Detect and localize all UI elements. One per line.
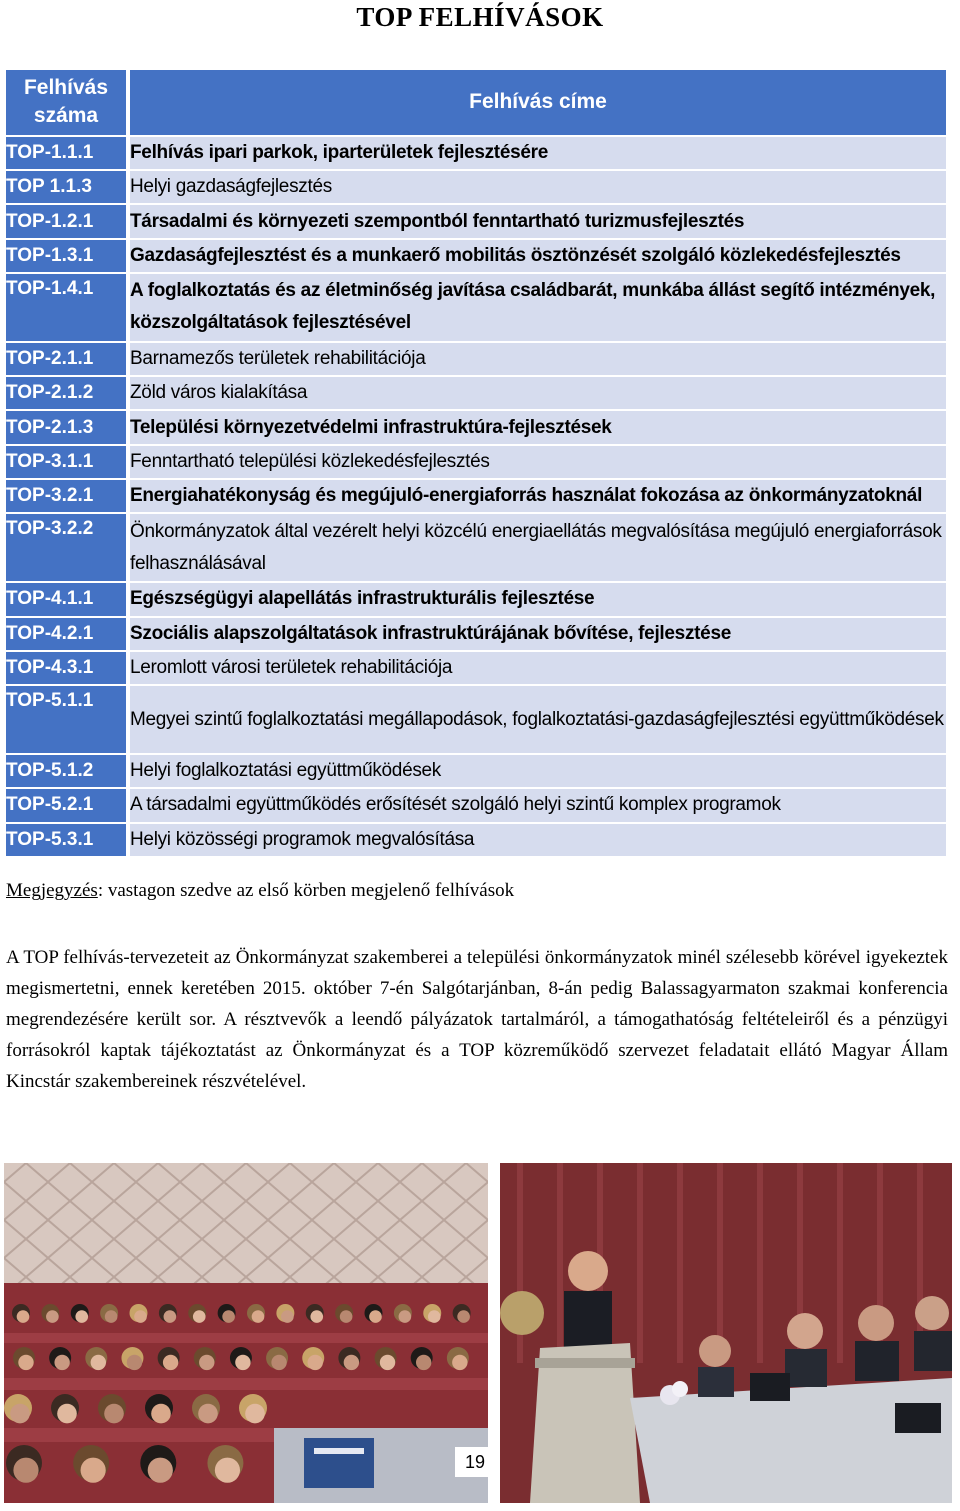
audience-face [340, 1310, 353, 1323]
audience-face [235, 1355, 250, 1370]
call-code: TOP-5.2.1 [6, 789, 126, 821]
call-title: A foglalkoztatás és az életminőség javítása családbarát, munkába állást segítő intézmények, közszolgáltatások fejlesztésével [130, 274, 946, 341]
call-title: Helyi közösségi programok megvalósítása [130, 824, 946, 856]
table-row [6, 343, 946, 375]
audience-face [222, 1310, 235, 1323]
audience-face [13, 1458, 38, 1483]
audience-face [399, 1310, 412, 1323]
audience-face [457, 1310, 470, 1323]
call-code: TOP-1.4.1 [6, 274, 126, 341]
header-call-title: Felhívás címe [130, 70, 946, 135]
table-row [6, 480, 946, 512]
table-row [6, 205, 946, 237]
audience-face [308, 1355, 323, 1370]
audience-face [271, 1355, 286, 1370]
table-row [6, 514, 946, 581]
audience-face [193, 1310, 206, 1323]
call-title: Fenntartható települési közlekedésfejlesztés [130, 446, 946, 478]
call-code: TOP-5.1.1 [6, 686, 126, 753]
call-title: Gazdaságfejlesztést és a munkaerő mobilitás ösztönzését szolgáló közlekedésfejlesztés [130, 240, 946, 272]
table-row [6, 446, 946, 478]
audience-face [164, 1310, 177, 1323]
call-code: TOP-1.2.1 [6, 205, 126, 237]
call-title: A társadalmi együttműködés erősítését szolgáló helyi szintű komplex programok [130, 789, 946, 821]
note [6, 880, 514, 902]
audience-face [428, 1310, 441, 1323]
conference-audience-photo [4, 1163, 488, 1503]
body-paragraph: A TOP felhívás-tervezeteit az Önkormányzat szakemberei a települési önkormányzatok minél szélesebb körével igyekeztek megismertetni, ennek keretében 2015. október 7-én Salgótarjánban, 8-án pedig Balassagyarmaton szakmai konferencia megrendezésére került sor. A résztvevők a leendő pályázatok tartalmáról, a támogathatóság feltételeiről és a pénzügyi forrásokról kaptak tájékoztatást az Önkormányzat és a TOP közreműködő szervezet feladatait ellátó Magyar Állam Kincstár szakembereinek részvételével. [6, 947, 948, 1092]
calls-table [6, 68, 946, 858]
audience-face [105, 1310, 118, 1323]
audience-face [199, 1355, 214, 1370]
page-number: 19 [455, 1447, 495, 1477]
page-title: TOP FELHÍVÁSOK [356, 2, 604, 32]
call-code: TOP-4.2.1 [6, 618, 126, 650]
call-code: TOP-2.1.2 [6, 377, 126, 409]
call-code: TOP-3.2.2 [6, 514, 126, 581]
header-call-number: Felhívás száma [6, 70, 126, 135]
audience-face [369, 1310, 382, 1323]
call-title: Barnamezős területek rehabilitációja [130, 343, 946, 375]
call-code: TOP-2.1.1 [6, 343, 126, 375]
audience-face [10, 1404, 30, 1424]
audience-face [215, 1458, 240, 1483]
call-title: Energiahatékonyság és megújuló-energiaforrás használat fokozása az önkormányzatoknál [130, 480, 946, 512]
audience-face [310, 1310, 323, 1323]
call-title: Települési környezetvédelmi infrastruktúra-fejlesztések [130, 411, 946, 443]
call-code: TOP-2.1.3 [6, 411, 126, 443]
presidium-photo [500, 1163, 952, 1503]
call-title: Helyi foglalkoztatási együttműködések [130, 755, 946, 787]
audience-face [380, 1355, 395, 1370]
audience-illustration [4, 1163, 488, 1503]
table-row [6, 171, 946, 203]
audience-face [54, 1355, 69, 1370]
table-row [6, 789, 946, 821]
audience-face [18, 1355, 33, 1370]
call-code: TOP-3.1.1 [6, 446, 126, 478]
table-row [6, 583, 946, 615]
audience-face [252, 1310, 265, 1323]
call-code: TOP-3.2.1 [6, 480, 126, 512]
table-row [6, 618, 946, 650]
call-code: TOP-5.1.2 [6, 755, 126, 787]
audience-face [245, 1404, 265, 1424]
audience-face [81, 1458, 106, 1483]
call-title: Szociális alapszolgáltatások infrastruktúrájának bővítése, fejlesztése [130, 618, 946, 650]
call-title: Egészségügyi alapellátás infrastrukturális fejlesztése [130, 583, 946, 615]
audience-face [127, 1355, 142, 1370]
call-title: Zöld város kialakítása [130, 377, 946, 409]
audience-face [17, 1310, 30, 1323]
audience-face [281, 1310, 294, 1323]
audience-face [46, 1310, 59, 1323]
audience-face [57, 1404, 77, 1424]
call-code: TOP-1.3.1 [6, 240, 126, 272]
audience-face [134, 1310, 147, 1323]
table-row [6, 755, 946, 787]
call-code: TOP-4.1.1 [6, 583, 126, 615]
call-title: Felhívás ipari parkok, iparterületek fejlesztésére [130, 137, 946, 169]
table-row [6, 240, 946, 272]
call-code: TOP-1.1.1 [6, 137, 126, 169]
table-row [6, 137, 946, 169]
audience-face [198, 1404, 218, 1424]
call-title: Megyei szintű foglalkoztatási megállapodások, foglalkoztatási-gazdaságfejlesztési együttműködések [130, 686, 946, 753]
audience-face [148, 1458, 173, 1483]
table-row [6, 411, 946, 443]
call-title: Önkormányzatok által vezérelt helyi közcélú energiaellátás megvalósítása megújuló energiaforrások felhasználásával [130, 514, 946, 581]
call-title: Társadalmi és környezeti szempontból fenntartható turizmusfejlesztés [130, 205, 946, 237]
table-row [6, 274, 946, 341]
table-row [6, 686, 946, 753]
note-text: : vastagon szedve az első körben megjelenő felhívások [97, 880, 515, 901]
audience-face [104, 1404, 124, 1424]
table-header-row [6, 70, 946, 135]
call-code: TOP-4.3.1 [6, 652, 126, 684]
table-row [6, 652, 946, 684]
call-code: TOP-5.3.1 [6, 824, 126, 856]
table-row [6, 824, 946, 856]
call-code: TOP 1.1.3 [6, 171, 126, 203]
presidium-illustration [500, 1163, 952, 1503]
audience-face [416, 1355, 431, 1370]
audience-face [151, 1404, 171, 1424]
audience-face [91, 1355, 106, 1370]
audience-face [344, 1355, 359, 1370]
call-title: Helyi gazdaságfejlesztés [130, 171, 946, 203]
table-row [6, 377, 946, 409]
audience-face [75, 1310, 88, 1323]
audience-face [452, 1355, 467, 1370]
call-title: Leromlott városi területek rehabilitációja [130, 652, 946, 684]
note-label: Megjegyzés [6, 880, 98, 901]
audience-face [163, 1355, 178, 1370]
